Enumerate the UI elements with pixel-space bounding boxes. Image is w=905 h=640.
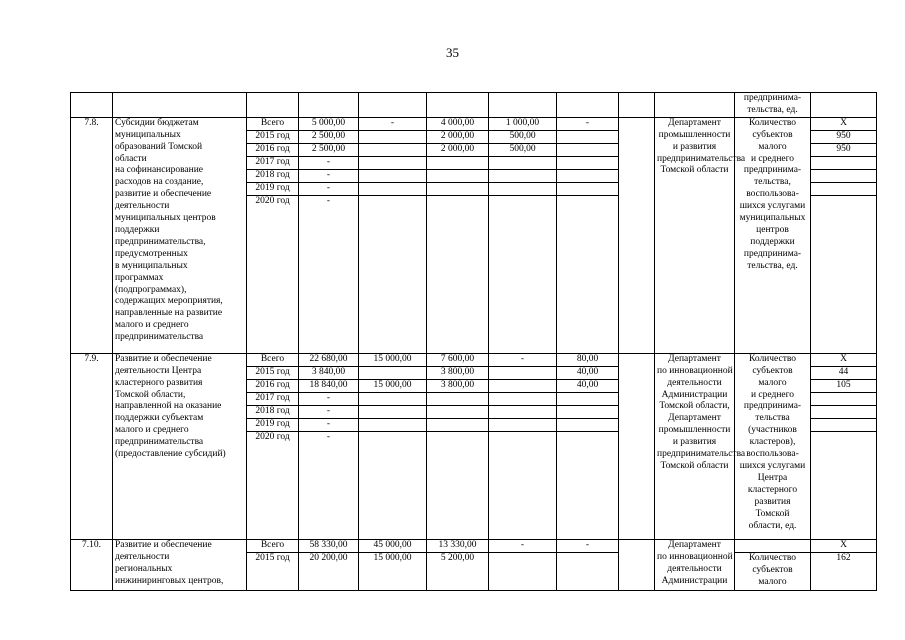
page-number: 35 xyxy=(446,45,459,60)
year-cell: 2016 год xyxy=(247,143,299,156)
value-cell xyxy=(427,156,489,169)
value-cell: 15 000,00 xyxy=(359,552,427,590)
value-cell xyxy=(489,169,557,182)
table-row xyxy=(71,117,877,130)
value-cell xyxy=(359,392,427,405)
item-number: 7.10. xyxy=(71,539,113,590)
value-cell xyxy=(557,169,619,182)
target-cell xyxy=(811,195,877,353)
continuation-row xyxy=(71,93,877,118)
target-cell xyxy=(811,431,877,539)
value-cell xyxy=(557,156,619,169)
value-cell xyxy=(489,405,557,418)
year-cell: 2015 год xyxy=(247,130,299,143)
target-cell: 950 xyxy=(811,130,877,143)
total-cell: - xyxy=(299,392,359,405)
indicator: Количество субъектов малого xyxy=(735,552,811,590)
value-cell xyxy=(359,195,427,353)
year-cell: 2018 год xyxy=(247,405,299,418)
total-cell: 22 680,00 xyxy=(299,353,359,366)
value-cell: - xyxy=(489,539,557,552)
target-cell xyxy=(811,418,877,431)
item-number: 7.9. xyxy=(71,353,113,539)
total-cell: 5 000,00 xyxy=(299,117,359,130)
department: Департамент промышленности и развития предпринимательства Томской области xyxy=(655,117,735,353)
target-cell: Х xyxy=(811,353,877,366)
value-cell xyxy=(489,552,557,590)
year-cell: 2020 год xyxy=(247,195,299,353)
value-cell xyxy=(359,366,427,379)
year-cell: 2019 год xyxy=(247,182,299,195)
value-cell: 500,00 xyxy=(489,130,557,143)
target-cell: 105 xyxy=(811,379,877,392)
target-cell xyxy=(811,156,877,169)
table-row xyxy=(71,539,877,552)
target-cell: Х xyxy=(811,539,877,552)
year-cell: 2015 год xyxy=(247,366,299,379)
value-cell: 500,00 xyxy=(489,143,557,156)
value-cell xyxy=(557,431,619,539)
total-cell: - xyxy=(299,156,359,169)
target-cell: 44 xyxy=(811,366,877,379)
target-cell xyxy=(811,182,877,195)
total-cell: 2 500,00 xyxy=(299,130,359,143)
total-cell: - xyxy=(299,405,359,418)
total-cell: 58 330,00 xyxy=(299,539,359,552)
value-cell: - xyxy=(557,539,619,552)
item-name: Развитие и обеспечение деятельности Центра кластерного развития Томской области, направленной на оказание поддержки субъектам малого и среднего предпринимательства (предоставление субсидий) xyxy=(113,353,247,539)
value-cell: 2 000,00 xyxy=(427,143,489,156)
value-cell xyxy=(557,195,619,353)
value-cell xyxy=(489,392,557,405)
value-cell xyxy=(557,418,619,431)
value-cell: 3 800,00 xyxy=(427,379,489,392)
value-cell xyxy=(359,418,427,431)
value-cell: 15 000,00 xyxy=(359,353,427,366)
value-cell xyxy=(427,169,489,182)
table-row xyxy=(71,353,877,366)
department: Департамент по инновационной деятельности Администрации Томской области, Департамент промышленности и развития предпринимательства Томской области xyxy=(655,353,735,539)
year-cell: Всего xyxy=(247,117,299,130)
value-cell xyxy=(427,405,489,418)
value-cell: 40,00 xyxy=(557,379,619,392)
value-cell xyxy=(359,182,427,195)
total-cell: 3 840,00 xyxy=(299,366,359,379)
item-name: Развитие и обеспечение деятельности региональных инжиниринговых центров, xyxy=(113,539,247,590)
total-cell: 2 500,00 xyxy=(299,143,359,156)
value-cell: 5 200,00 xyxy=(427,552,489,590)
year-cell: 2016 год xyxy=(247,379,299,392)
value-cell: 13 330,00 xyxy=(427,539,489,552)
target-cell: 950 xyxy=(811,143,877,156)
total-cell: - xyxy=(299,169,359,182)
total-cell: - xyxy=(299,195,359,353)
value-cell: 40,00 xyxy=(557,366,619,379)
year-cell: 2020 год xyxy=(247,431,299,539)
value-cell xyxy=(359,130,427,143)
year-cell: 2017 год xyxy=(247,156,299,169)
value-cell xyxy=(557,130,619,143)
program-table xyxy=(70,92,877,591)
value-cell xyxy=(557,552,619,590)
year-cell: 2015 год xyxy=(247,552,299,590)
value-cell: 1 000,00 xyxy=(489,117,557,130)
target-cell xyxy=(811,392,877,405)
value-cell xyxy=(427,431,489,539)
value-cell: - xyxy=(359,117,427,130)
value-cell xyxy=(359,156,427,169)
value-cell xyxy=(557,182,619,195)
value-cell: 15 000,00 xyxy=(359,379,427,392)
target-cell: 162 xyxy=(811,552,877,590)
target-cell xyxy=(811,169,877,182)
total-cell: - xyxy=(299,182,359,195)
value-cell xyxy=(427,182,489,195)
year-cell: 2018 год xyxy=(247,169,299,182)
value-cell xyxy=(489,182,557,195)
value-cell xyxy=(489,156,557,169)
item-name: Субсидии бюджетам муниципальных образований Томской области на софинансирование расходов на создание, развитие и обеспечение деятельности муниципальных центров поддержки предпринимательства, предусмотренных в муниципальных программах (подпрограммах), содержащих мероприятия, направленные на развитие малого и среднего предпринимательства xyxy=(113,117,247,353)
value-cell xyxy=(489,431,557,539)
year-cell: Всего xyxy=(247,539,299,552)
year-cell: 2017 год xyxy=(247,392,299,405)
value-cell xyxy=(557,392,619,405)
total-cell: - xyxy=(299,418,359,431)
indicator: Количество субъектов малого и среднего предпринима- тельства (участников кластеров), воспользова- шихся услугами Центра кластерного развития Томской области, ед. xyxy=(735,353,811,539)
item-number: 7.8. xyxy=(71,117,113,353)
indicator: Количество субъектов малого и среднего предпринима- тельства, воспользова- шихся услугами муниципальных центров поддержки предпринима- тельства, ед. xyxy=(735,117,811,353)
value-cell xyxy=(557,405,619,418)
value-cell: 2 000,00 xyxy=(427,130,489,143)
total-cell: - xyxy=(299,431,359,539)
value-cell xyxy=(489,418,557,431)
value-cell: - xyxy=(557,117,619,130)
year-cell: 2019 год xyxy=(247,418,299,431)
value-cell xyxy=(489,379,557,392)
value-cell xyxy=(359,431,427,539)
value-cell: 45 000,00 xyxy=(359,539,427,552)
continuation-indicator: предпринима- тельства, ед. xyxy=(735,93,811,118)
year-cell: Всего xyxy=(247,353,299,366)
value-cell xyxy=(489,366,557,379)
value-cell xyxy=(557,143,619,156)
value-cell xyxy=(427,392,489,405)
value-cell: - xyxy=(489,353,557,366)
value-cell xyxy=(359,405,427,418)
value-cell: 4 000,00 xyxy=(427,117,489,130)
target-cell xyxy=(811,405,877,418)
value-cell xyxy=(427,418,489,431)
value-cell: 7 600,00 xyxy=(427,353,489,366)
value-cell xyxy=(489,195,557,353)
value-cell: 80,00 xyxy=(557,353,619,366)
value-cell: 3 800,00 xyxy=(427,366,489,379)
value-cell xyxy=(427,195,489,353)
target-cell: Х xyxy=(811,117,877,130)
value-cell xyxy=(359,169,427,182)
total-cell: 18 840,00 xyxy=(299,379,359,392)
department: Департамент по инновационной деятельности Администрации xyxy=(655,539,735,590)
total-cell: 20 200,00 xyxy=(299,552,359,590)
value-cell xyxy=(359,143,427,156)
